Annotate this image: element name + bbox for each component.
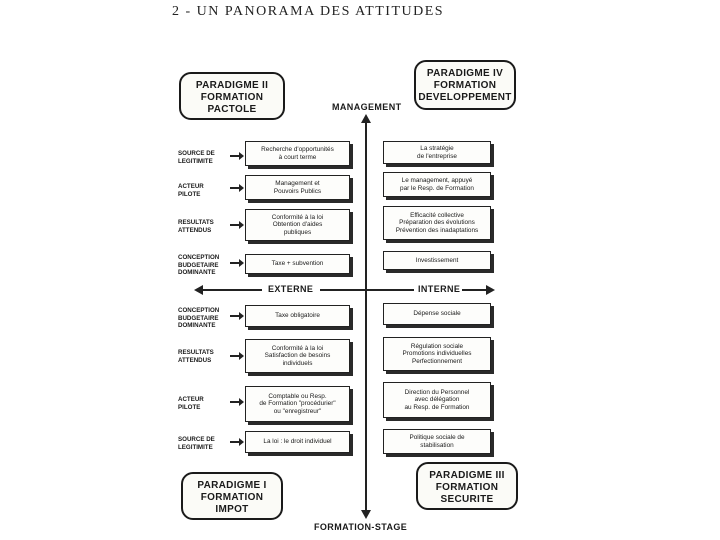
paradigm-iii-box [416, 462, 518, 510]
row-label-line: BUDGETAIRE [178, 314, 219, 322]
cell-paradigm-ii-conception-budgetaire [245, 254, 350, 274]
cell-text-line: Investissement [415, 256, 459, 264]
row-label-line: PILOTE [178, 190, 201, 198]
row-label-acteur-pilote-lower [178, 396, 230, 411]
cell-paradigm-iv-source-legitimite [383, 141, 491, 164]
cell-paradigm-ii-source-legitimite [245, 141, 350, 166]
paradigm-iv-line-3: DEVELOPPEMENT [418, 92, 512, 103]
cell-text-line: Management et [275, 179, 320, 187]
paradigm-i-line-2: FORMATION [200, 492, 264, 503]
row-label-line: ACTEUR [178, 183, 204, 190]
row-label-resultats-attendus-lower [178, 349, 230, 364]
cell-text-line: Comptable ou Resp. [268, 392, 327, 400]
row-label-line: SOURCE DE [178, 436, 215, 443]
cell-paradigm-iii-source-legitimite [383, 429, 491, 454]
row-arrow [230, 155, 241, 157]
row-label-line: LEGITIMITE [178, 443, 213, 451]
paradigm-i-box [181, 472, 283, 520]
cell-text-line: de Formation "procédurier" [259, 400, 336, 408]
cell-text-line: Satisfaction de besoins [264, 352, 331, 360]
cell-text-line: Prévention des inadaptations [395, 226, 479, 234]
cell-text-line: par le Resp. de Formation [400, 184, 474, 192]
paradigm-iii-line-1: PARADIGME III [429, 470, 505, 481]
row-label-line: RESULTATS [178, 219, 214, 226]
cell-text-line: La stratégie [420, 144, 454, 152]
row-label-line: CONCEPTION [178, 307, 220, 314]
cell-text-line: Taxe obligatoire [275, 312, 320, 320]
row-arrow [230, 401, 241, 403]
cell-text-line: La loi : le droit individuel [263, 438, 332, 446]
row-label-line: DOMINANTE [178, 322, 216, 329]
row-label-line: DOMINANTE [178, 269, 216, 276]
axis-label-management: MANAGEMENT [332, 102, 402, 112]
row-label-line: LEGITIMITE [178, 157, 213, 165]
cell-paradigm-ii-resultats-attendus [245, 209, 350, 241]
axis-arrowhead-right [486, 285, 495, 295]
row-label-conception-budgetaire-upper [178, 254, 230, 277]
cell-paradigm-i-source-legitimite [245, 431, 350, 453]
cell-paradigm-iv-resultats-attendus [383, 206, 491, 240]
row-label-line: ATTENDUS [178, 356, 212, 364]
axis-arrowhead-left [194, 285, 203, 295]
paradigm-iii-line-3: SECURITE [440, 494, 494, 505]
paradigm-iv-box [414, 60, 516, 110]
cell-text-line: ou "enregistreur" [273, 407, 322, 415]
paradigm-i-line-3: IMPOT [215, 504, 249, 515]
row-arrow [230, 262, 241, 264]
cell-text-line: Le management, appuyé [401, 176, 473, 184]
horizontal-axis-line-left [202, 289, 262, 291]
paradigm-ii-box [179, 72, 285, 120]
paradigm-i-line-1: PARADIGME I [197, 480, 267, 491]
cell-text-line: Politique sociale de [409, 433, 465, 441]
cell-text-line: individuels [282, 359, 313, 367]
cell-text-line: au Resp. de Formation [404, 403, 470, 411]
page-title: 2 - UN PANORAMA DES ATTITUDES [172, 4, 445, 19]
row-label-line: RESULTATS [178, 349, 214, 356]
cell-paradigm-iii-conception-budgetaire [383, 303, 491, 325]
row-label-conception-budgetaire-lower [178, 307, 230, 330]
row-label-acteur-pilote-upper [178, 183, 230, 198]
paradigm-ii-line-3: PACTOLE [207, 104, 257, 115]
paradigm-ii-line-1: PARADIGME II [195, 80, 269, 91]
axis-label-externe: EXTERNE [268, 284, 314, 294]
cell-text-line: Perfectionnement [411, 357, 463, 365]
row-label-line: BUDGETAIRE [178, 261, 219, 269]
row-arrow [230, 441, 241, 443]
vertical-axis-line [365, 120, 367, 512]
cell-text-line: Préparation des évolutions [399, 219, 475, 227]
row-arrow [230, 355, 241, 357]
row-label-line: PILOTE [178, 403, 201, 411]
cell-paradigm-i-conception-budgetaire [245, 305, 350, 327]
cell-text-line: Direction du Personnel [404, 388, 470, 396]
cell-text-line: Dépense sociale [413, 310, 461, 318]
cell-paradigm-ii-acteur-pilote [245, 175, 350, 200]
axis-arrowhead-up [361, 114, 371, 123]
cell-text-line: Obtention d'aides [272, 221, 323, 229]
row-label-line: CONCEPTION [178, 254, 220, 261]
row-label-source-legitimite-lower [178, 436, 230, 451]
row-label-source-legitimite-upper [178, 150, 230, 165]
row-label-resultats-attendus-upper [178, 219, 230, 234]
cell-text-line: Promotions individuelles [402, 350, 472, 358]
horizontal-axis-line-right [462, 289, 486, 291]
axis-label-interne: INTERNE [418, 284, 461, 294]
cell-text-line: stabilisation [420, 441, 454, 449]
cell-text-line: Recherche d'opportunités [261, 145, 334, 153]
row-label-line: SOURCE DE [178, 150, 215, 157]
paradigm-iv-line-2: FORMATION [433, 80, 497, 91]
cell-text-line: de l'entreprise [417, 152, 457, 160]
row-arrow [230, 187, 241, 189]
cell-paradigm-i-acteur-pilote [245, 386, 350, 422]
cell-paradigm-iii-resultats-attendus [383, 337, 491, 371]
cell-paradigm-iii-acteur-pilote [383, 382, 491, 418]
cell-text-line: Conformité à la loi [271, 213, 324, 221]
horizontal-axis-line-mid [320, 289, 414, 291]
cell-text-line: avec délégation [414, 396, 460, 404]
cell-paradigm-iv-acteur-pilote [383, 172, 491, 197]
cell-text-line: publiques [283, 228, 312, 236]
cell-text-line: Taxe + subvention [271, 260, 324, 268]
row-arrow [230, 224, 241, 226]
cell-text-line: Conformité à la loi [271, 344, 324, 352]
axis-arrowhead-down [361, 510, 371, 519]
cell-text-line: à court terme [278, 153, 317, 161]
cell-paradigm-i-resultats-attendus [245, 339, 350, 373]
paradigm-iii-line-2: FORMATION [435, 482, 499, 493]
row-label-line: ATTENDUS [178, 226, 212, 234]
row-arrow [230, 315, 241, 317]
axis-label-formation-stage: FORMATION-STAGE [314, 522, 408, 532]
cell-paradigm-iv-conception-budgetaire [383, 251, 491, 270]
cell-text-line: Efficacité collective [410, 211, 464, 219]
paradigm-ii-line-2: FORMATION [200, 92, 264, 103]
cell-text-line: Pouvoirs Publics [273, 187, 322, 195]
row-label-line: ACTEUR [178, 396, 204, 403]
paradigm-iv-line-1: PARADIGME IV [426, 68, 504, 79]
cell-text-line: Régulation sociale [410, 342, 464, 350]
